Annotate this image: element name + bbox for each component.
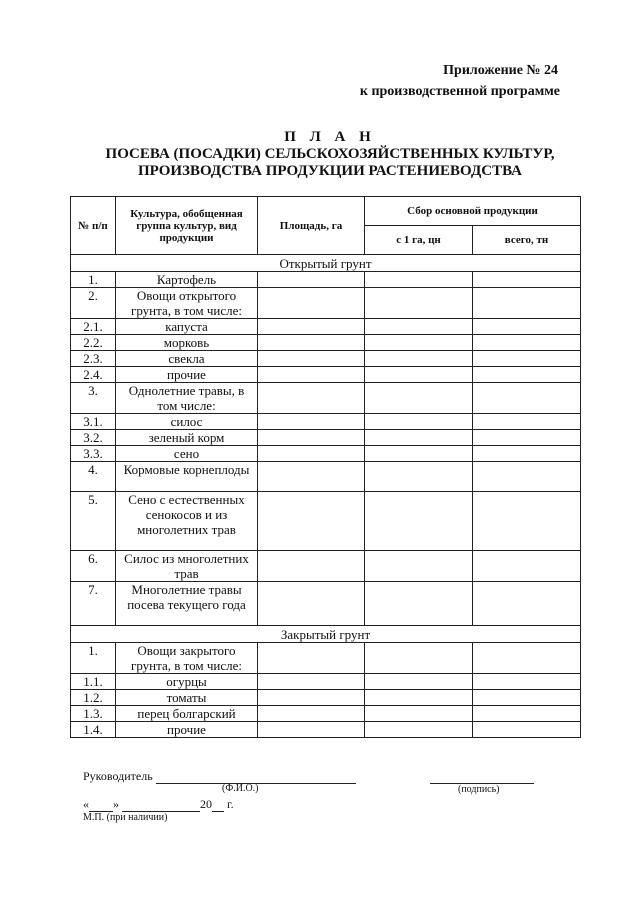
row-culture: Однолетние травы, в том числе: bbox=[116, 383, 258, 414]
date-month-field[interactable] bbox=[122, 799, 200, 812]
per-ha-cell[interactable] bbox=[365, 383, 473, 414]
area-cell[interactable] bbox=[258, 272, 365, 288]
total-cell[interactable] bbox=[473, 446, 581, 462]
area-cell[interactable] bbox=[258, 643, 365, 674]
row-number: 2. bbox=[71, 288, 116, 319]
table-row bbox=[71, 722, 581, 738]
annex-header bbox=[360, 60, 558, 102]
row-number: 3. bbox=[71, 383, 116, 414]
area-cell[interactable] bbox=[258, 351, 365, 367]
section-title: Открытый грунт bbox=[71, 255, 581, 272]
section-title: Закрытый грунт bbox=[71, 626, 581, 643]
head-label: Руководитель bbox=[83, 769, 153, 783]
total-cell[interactable] bbox=[473, 492, 581, 551]
document-title bbox=[60, 129, 600, 180]
row-culture: капуста bbox=[116, 319, 258, 335]
date-quote-close: » bbox=[113, 797, 119, 811]
per-ha-cell[interactable] bbox=[365, 414, 473, 430]
date-year-field[interactable] bbox=[212, 799, 224, 812]
row-number: 7. bbox=[71, 582, 116, 626]
table-row bbox=[71, 367, 581, 383]
table-row bbox=[71, 351, 581, 367]
area-cell[interactable] bbox=[258, 674, 365, 690]
per-ha-cell[interactable] bbox=[365, 446, 473, 462]
annex-subtitle: к производственной программе bbox=[359, 84, 560, 99]
table-row bbox=[71, 288, 581, 319]
per-ha-cell[interactable] bbox=[365, 367, 473, 383]
per-ha-cell[interactable] bbox=[365, 706, 473, 722]
row-culture: перец болгарский bbox=[116, 706, 258, 722]
header-culture: Культура, обобщенная группа культур, вид продукции bbox=[116, 197, 258, 255]
area-cell[interactable] bbox=[258, 446, 365, 462]
table-row bbox=[71, 414, 581, 430]
table-row bbox=[71, 690, 581, 706]
header-total: всего, тн bbox=[473, 226, 581, 255]
total-cell[interactable] bbox=[473, 643, 581, 674]
area-cell[interactable] bbox=[258, 462, 365, 492]
sign-line bbox=[430, 769, 534, 784]
sign-caption: (подпись) bbox=[458, 784, 500, 795]
row-number: 2.3. bbox=[71, 351, 116, 367]
row-culture: томаты bbox=[116, 690, 258, 706]
header-harvest: Сбор основной продукции bbox=[365, 197, 581, 226]
area-cell[interactable] bbox=[258, 383, 365, 414]
total-cell[interactable] bbox=[473, 690, 581, 706]
row-culture: огурцы bbox=[116, 674, 258, 690]
area-cell[interactable] bbox=[258, 367, 365, 383]
row-number: 1. bbox=[71, 643, 116, 674]
area-cell[interactable] bbox=[258, 319, 365, 335]
row-number: 1. bbox=[71, 272, 116, 288]
per-ha-cell[interactable] bbox=[365, 430, 473, 446]
area-cell[interactable] bbox=[258, 722, 365, 738]
row-culture: Силос из многолетних трав bbox=[116, 551, 258, 582]
area-cell[interactable] bbox=[258, 430, 365, 446]
total-cell[interactable] bbox=[473, 706, 581, 722]
per-ha-cell[interactable] bbox=[365, 462, 473, 492]
date-quote-open: « bbox=[83, 797, 89, 811]
date-year-suffix: г. bbox=[227, 797, 234, 811]
per-ha-cell[interactable] bbox=[365, 582, 473, 626]
title-plan: П Л А Н bbox=[284, 129, 376, 145]
area-cell[interactable] bbox=[258, 335, 365, 351]
per-ha-cell[interactable] bbox=[365, 551, 473, 582]
per-ha-cell[interactable] bbox=[365, 722, 473, 738]
plan-table-body bbox=[71, 255, 581, 738]
fio-caption: (Ф.И.О.) bbox=[222, 783, 259, 794]
area-cell[interactable] bbox=[258, 690, 365, 706]
row-number: 2.2. bbox=[71, 335, 116, 351]
row-number: 1.2. bbox=[71, 690, 116, 706]
area-cell[interactable] bbox=[258, 492, 365, 551]
per-ha-cell[interactable] bbox=[365, 674, 473, 690]
row-number: 5. bbox=[71, 492, 116, 551]
plan-table bbox=[70, 196, 581, 738]
total-cell[interactable] bbox=[473, 272, 581, 288]
total-cell[interactable] bbox=[473, 319, 581, 335]
row-culture: Картофель bbox=[116, 272, 258, 288]
date-year-prefix: 20 bbox=[200, 797, 212, 811]
area-cell[interactable] bbox=[258, 288, 365, 319]
total-cell[interactable] bbox=[473, 367, 581, 383]
table-row bbox=[71, 674, 581, 690]
total-cell[interactable] bbox=[473, 582, 581, 626]
sign-underline[interactable] bbox=[430, 771, 534, 784]
table-row bbox=[71, 272, 581, 288]
table-row bbox=[71, 551, 581, 582]
title-line-2: ПОСЕВА (ПОСАДКИ) СЕЛЬСКОХОЗЯЙСТВЕННЫХ КУЛЬТУР, bbox=[105, 146, 555, 162]
table-row bbox=[71, 462, 581, 492]
row-culture: Овощи открытого грунта, в том числе: bbox=[116, 288, 258, 319]
row-number: 1.1. bbox=[71, 674, 116, 690]
row-culture: Многолетние травы посева текущего года bbox=[116, 582, 258, 626]
total-cell[interactable] bbox=[473, 551, 581, 582]
per-ha-cell[interactable] bbox=[365, 288, 473, 319]
row-culture: зеленый корм bbox=[116, 430, 258, 446]
row-culture: Овощи закрытого грунта, в том числе: bbox=[116, 643, 258, 674]
area-cell[interactable] bbox=[258, 414, 365, 430]
row-number: 2.4. bbox=[71, 367, 116, 383]
row-number: 1.4. bbox=[71, 722, 116, 738]
total-cell[interactable] bbox=[473, 414, 581, 430]
total-cell[interactable] bbox=[473, 430, 581, 446]
row-culture: свекла bbox=[116, 351, 258, 367]
header-num: № п/п bbox=[71, 197, 116, 255]
row-number: 3.3. bbox=[71, 446, 116, 462]
per-ha-cell[interactable] bbox=[365, 335, 473, 351]
section-row bbox=[71, 255, 581, 272]
total-cell[interactable] bbox=[473, 674, 581, 690]
row-culture: силос bbox=[116, 414, 258, 430]
total-cell[interactable] bbox=[473, 383, 581, 414]
title-line-3: ПРОИЗВОДСТВА ПРОДУКЦИИ РАСТЕНИЕВОДСТВА bbox=[137, 163, 522, 179]
stamp-note: М.П. (при наличии) bbox=[83, 812, 168, 823]
header-per-ha: с 1 га, цн bbox=[365, 226, 473, 255]
table-row bbox=[71, 706, 581, 722]
row-number: 3.2. bbox=[71, 430, 116, 446]
annex-number: Приложение № 24 bbox=[443, 63, 558, 78]
row-number: 3.1. bbox=[71, 414, 116, 430]
per-ha-cell[interactable] bbox=[365, 492, 473, 551]
table-row bbox=[71, 383, 581, 414]
table-row bbox=[71, 492, 581, 551]
head-signature-line bbox=[83, 769, 356, 784]
area-cell[interactable] bbox=[258, 551, 365, 582]
area-cell[interactable] bbox=[258, 706, 365, 722]
row-number: 6. bbox=[71, 551, 116, 582]
per-ha-cell[interactable] bbox=[365, 319, 473, 335]
date-day-field[interactable] bbox=[89, 799, 113, 812]
row-culture: Кормовые корнеплоды bbox=[116, 462, 258, 492]
per-ha-cell[interactable] bbox=[365, 690, 473, 706]
row-culture: морковь bbox=[116, 335, 258, 351]
row-culture: сено bbox=[116, 446, 258, 462]
per-ha-cell[interactable] bbox=[365, 643, 473, 674]
total-cell[interactable] bbox=[473, 462, 581, 492]
table-row bbox=[71, 319, 581, 335]
row-culture: Сено с естественных сенокосов и из многолетних трав bbox=[116, 492, 258, 551]
table-row bbox=[71, 335, 581, 351]
total-cell[interactable] bbox=[473, 335, 581, 351]
header-area: Площадь, га bbox=[258, 197, 365, 255]
row-number: 1.3. bbox=[71, 706, 116, 722]
total-cell[interactable] bbox=[473, 722, 581, 738]
per-ha-cell[interactable] bbox=[365, 272, 473, 288]
total-cell[interactable] bbox=[473, 288, 581, 319]
table-row bbox=[71, 430, 581, 446]
total-cell[interactable] bbox=[473, 351, 581, 367]
table-row bbox=[71, 446, 581, 462]
table-row bbox=[71, 582, 581, 626]
row-culture: прочие bbox=[116, 367, 258, 383]
per-ha-cell[interactable] bbox=[365, 351, 473, 367]
table-row bbox=[71, 643, 581, 674]
date-line bbox=[83, 797, 234, 812]
area-cell[interactable] bbox=[258, 582, 365, 626]
row-culture: прочие bbox=[116, 722, 258, 738]
row-number: 2.1. bbox=[71, 319, 116, 335]
row-number: 4. bbox=[71, 462, 116, 492]
section-row bbox=[71, 626, 581, 643]
